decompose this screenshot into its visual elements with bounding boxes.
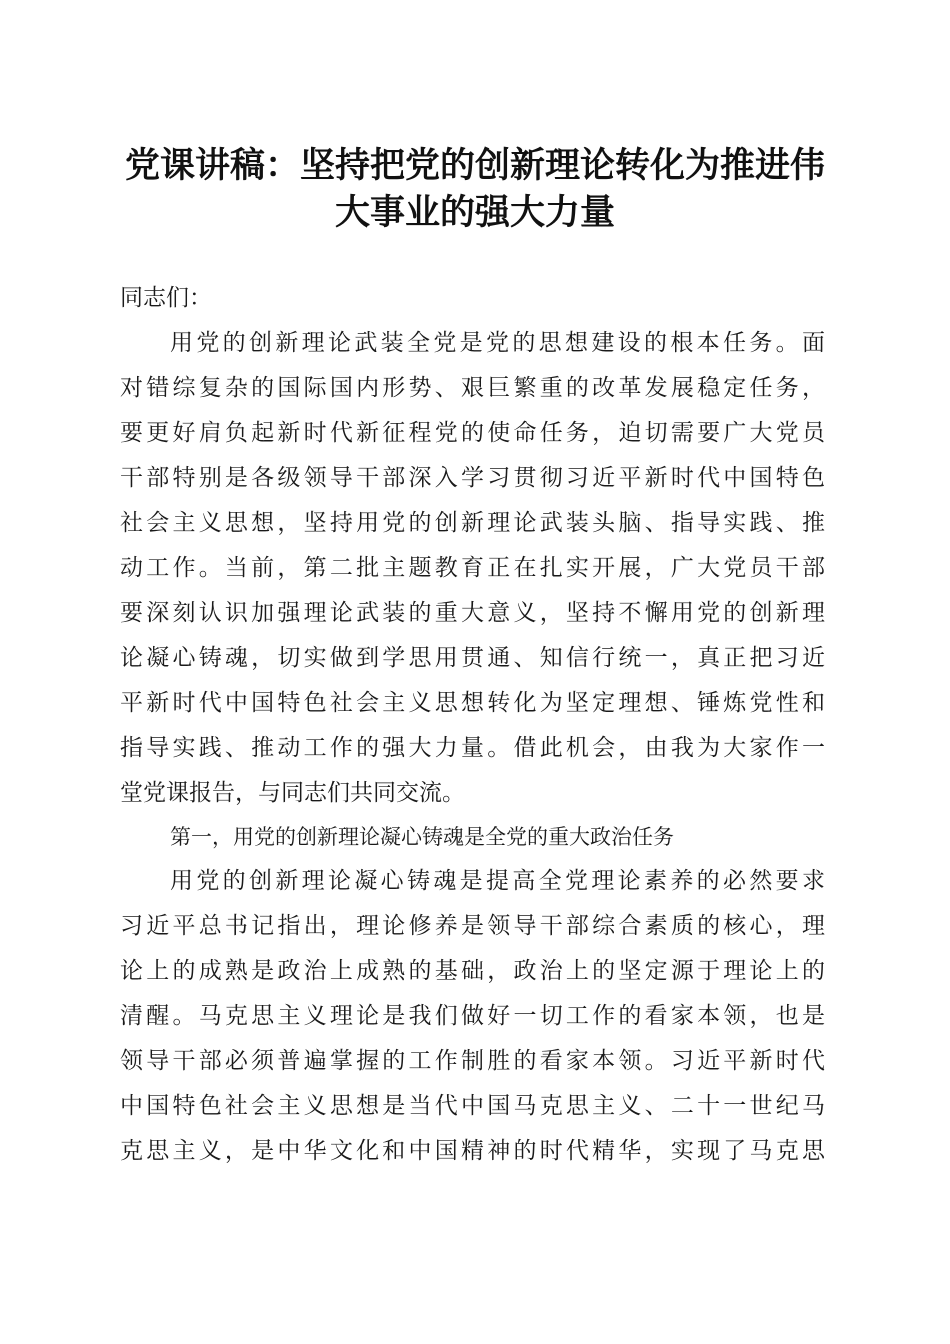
section-heading: 第一，用党的创新理论凝心铸魂是全党的重大政治任务 xyxy=(170,825,674,849)
paragraph-line: 动工作。当前，第二批主题教育正在扎实开展，广大党员干部 xyxy=(120,555,825,581)
paragraph-line: 清醒。马克思主义理论是我们做好一切工作的看家本领，也是 xyxy=(120,1003,825,1029)
paragraph-line: 对错综复杂的国际国内形势、艰巨繁重的改革发展稳定任务， xyxy=(120,375,825,401)
paragraph-line: 指导实践、推动工作的强大力量。借此机会，由我为大家作一 xyxy=(120,735,825,761)
paragraph-line: 论凝心铸魂，切实做到学思用贯通、知信行统一，真正把习近 xyxy=(120,645,825,671)
salutation: 同志们： xyxy=(120,285,212,311)
document-title-line-1: 党课讲稿：坚持把党的创新理论转化为推进伟 xyxy=(124,146,825,186)
paragraph-line: 论上的成熟是政治上成熟的基础，政治上的坚定源于理论上的 xyxy=(120,958,825,984)
paragraph-line: 用党的创新理论武装全党是党的思想建设的根本任务。面 xyxy=(170,330,825,356)
paragraph-line: 用党的创新理论凝心铸魂是提高全党理论素养的必然要求 xyxy=(170,868,825,894)
paragraph-line: 习近平总书记指出，理论修养是领导干部综合素质的核心，理 xyxy=(120,913,825,939)
paragraph-line: 要更好肩负起新时代新征程党的使命任务，迫切需要广大党员 xyxy=(120,420,825,446)
paragraph-line: 中国特色社会主义思想是当代中国马克思主义、二十一世纪马 xyxy=(120,1093,825,1119)
paragraph-line: 堂党课报告，与同志们共同交流。 xyxy=(120,780,465,806)
paragraph-line: 克思主义，是中华文化和中国精神的时代精华，实现了马克思 xyxy=(120,1138,825,1164)
paragraph-line: 社会主义思想，坚持用党的创新理论武装头脑、指导实践、推 xyxy=(120,510,825,536)
paragraph-line: 要深刻认识加强理论武装的重大意义，坚持不懈用党的创新理 xyxy=(120,600,825,626)
paragraph-line: 平新时代中国特色社会主义思想转化为坚定理想、锤炼党性和 xyxy=(120,690,825,716)
paragraph-line: 领导干部必须普遍掌握的工作制胜的看家本领。习近平新时代 xyxy=(120,1048,825,1074)
document-title-line-2: 大事业的强大力量 xyxy=(334,193,615,233)
paragraph-line: 干部特别是各级领导干部深入学习贯彻习近平新时代中国特色 xyxy=(120,465,825,491)
